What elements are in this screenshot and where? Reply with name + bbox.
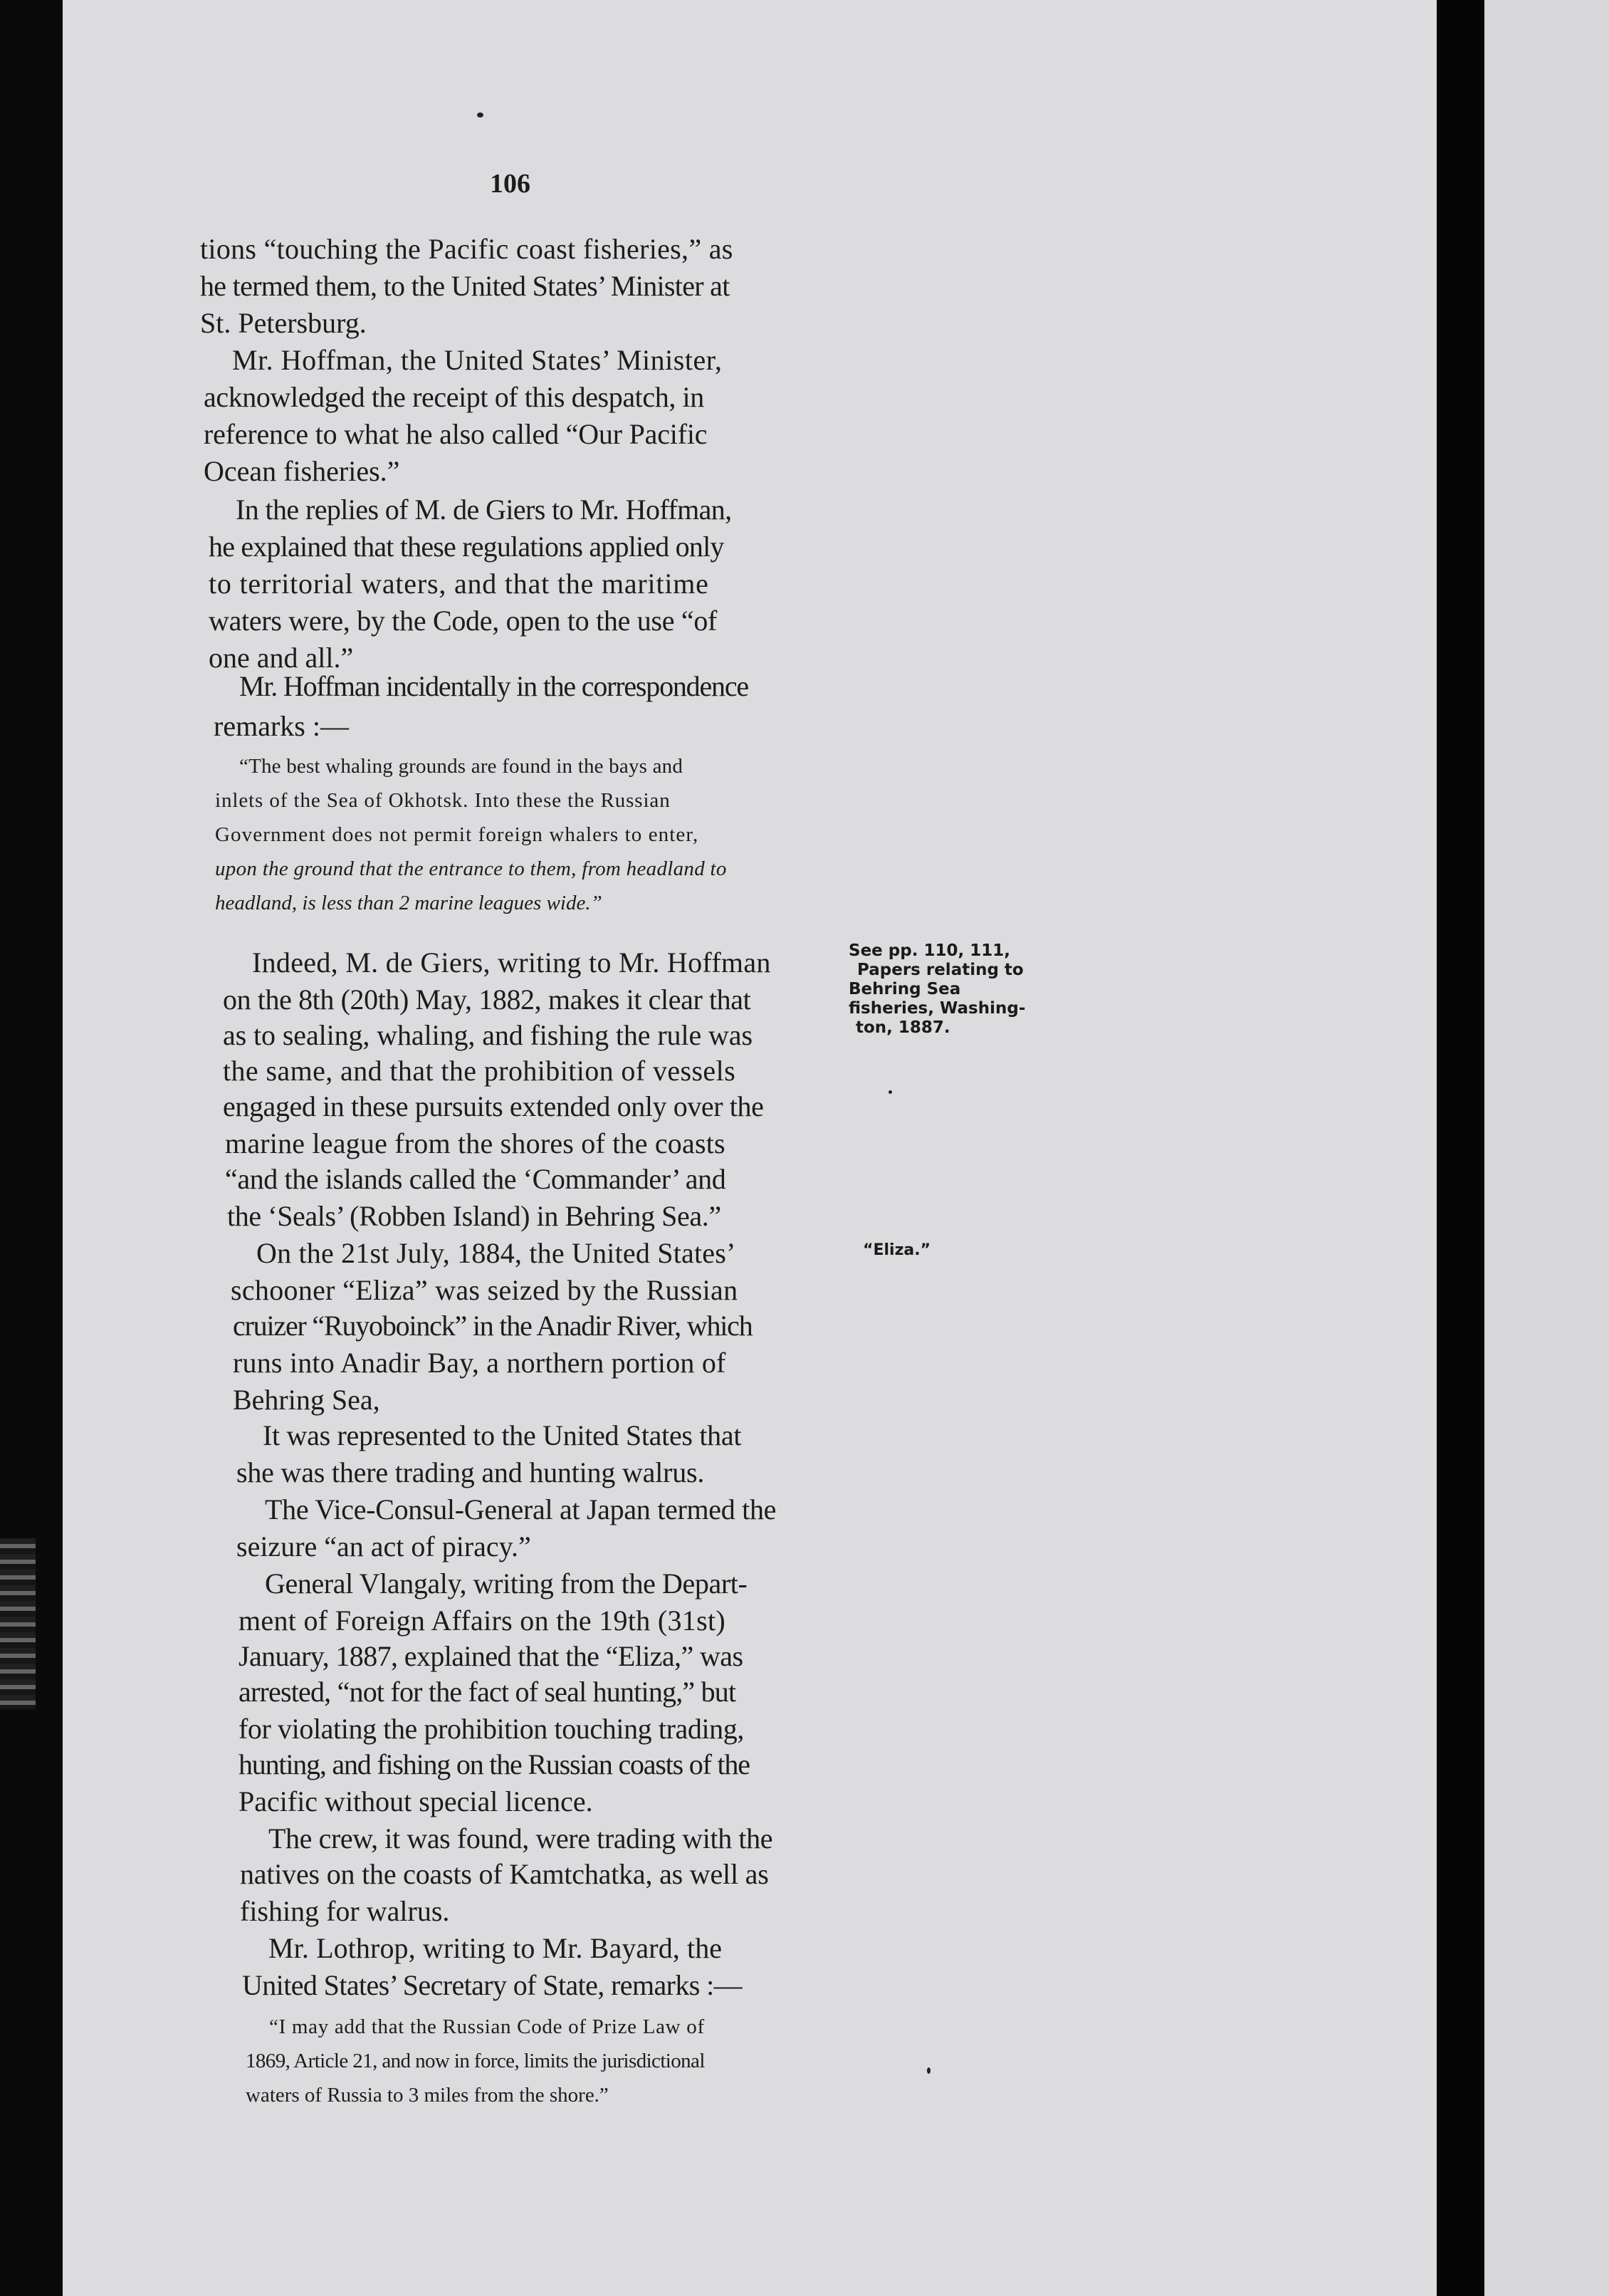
body-line: acknowledged the receipt of this despatch, in <box>204 381 704 413</box>
ink-speck <box>889 1090 892 1094</box>
facing-page-edge <box>1484 0 1609 2296</box>
margin-note-eliza: “Eliza.” <box>863 1241 931 1259</box>
quote-line: upon the ground that the entrance to them, from headland to <box>215 857 727 880</box>
margin-note-line: Behring Sea <box>849 980 961 998</box>
body-line: In the replies of M. de Giers to Mr. Hoffman, <box>236 494 732 526</box>
body-line: Pacific without special licence. <box>239 1785 593 1817</box>
body-line: tions “touching the Pacific coast fisheries,” as <box>200 233 733 265</box>
quote-line: “I may add that the Russian Code of Prize Law of <box>269 2015 705 2038</box>
body-line: natives on the coasts of Kamtchatka, as well as <box>240 1858 769 1890</box>
body-line: “and the islands called the ‘Commander’ and <box>225 1163 726 1195</box>
body-line: On the 21st July, 1884, the United States’ <box>256 1237 736 1269</box>
body-line: schooner “Eliza” was seized by the Russian <box>231 1274 738 1306</box>
body-line: Indeed, M. de Giers, writing to Mr. Hoffman <box>252 946 771 979</box>
body-line: cruizer “Ruyoboinck” in the Anadir River, which <box>233 1310 753 1342</box>
margin-note-line: See pp. 110, 111, <box>849 941 1010 960</box>
body-line: It was represented to the United States that <box>263 1419 742 1451</box>
body-line: arrested, “not for the fact of seal hunting,” but <box>239 1676 736 1708</box>
quote-line: inlets of the Sea of Okhotsk. Into these the Russian <box>215 789 671 812</box>
body-line: the same, and that the prohibition of vessels <box>223 1055 736 1087</box>
body-line: The Vice-Consul-General at Japan termed the <box>265 1493 777 1525</box>
ink-speck <box>927 2067 931 2074</box>
body-line: Ocean fisheries.” <box>204 455 400 487</box>
body-line: reference to what he also called “Our Pacific <box>204 418 708 450</box>
body-line: fishing for walrus. <box>240 1895 450 1927</box>
body-line: on the 8th (20th) May, 1882, makes it clear that <box>223 983 751 1016</box>
body-line: Mr. Lothrop, writing to Mr. Bayard, the <box>268 1932 723 1964</box>
body-line: Mr. Hoffman incidentally in the correspondence <box>239 670 748 702</box>
body-line: waters were, by the Code, open to the use “of <box>209 605 718 637</box>
body-line: he explained that these regulations applied only <box>209 531 724 563</box>
body-line: United States’ Secretary of State, remarks :— <box>242 1969 743 2001</box>
body-line: seizure “an act of piracy.” <box>236 1530 531 1562</box>
quote-line: headland, is less than 2 marine leagues wide.” <box>215 892 602 914</box>
book-spine-shadow <box>1437 0 1484 2296</box>
body-line: as to sealing, whaling, and fishing the rule was <box>223 1019 753 1051</box>
body-line: one and all.” <box>209 642 354 674</box>
body-line: the ‘Seals’ (Robben Island) in Behring Sea.” <box>227 1200 721 1232</box>
body-line: Behring Sea, <box>233 1384 380 1416</box>
body-line: hunting, and fishing on the Russian coasts of the <box>239 1748 750 1780</box>
body-line: engaged in these pursuits extended only over the <box>223 1090 764 1122</box>
body-line: Mr. Hoffman, the United States’ Minister, <box>232 344 723 376</box>
ink-speck <box>477 113 483 118</box>
body-line: The crew, it was found, were trading with the <box>268 1822 773 1854</box>
body-line: St. Petersburg. <box>200 307 367 339</box>
margin-note-line: fisheries, Washing- <box>849 999 1026 1018</box>
quote-line: 1869, Article 21, and now in force, limits the jurisdictional <box>246 2050 705 2072</box>
body-line: she was there trading and hunting walrus. <box>236 1456 705 1488</box>
body-line: to territorial waters, and that the maritime <box>209 568 709 600</box>
body-line: marine league from the shores of the coasts <box>225 1127 725 1159</box>
quote-line: waters of Russia to 3 miles from the shore.” <box>246 2084 609 2107</box>
body-line: remarks :— <box>214 710 349 742</box>
margin-note-line: ton, 1887. <box>856 1018 950 1037</box>
body-line: runs into Anadir Bay, a northern portion of <box>233 1347 726 1379</box>
page-number: 106 <box>490 169 530 199</box>
body-line: for violating the prohibition touching trading, <box>239 1713 744 1745</box>
body-line: General Vlangaly, writing from the Depart- <box>265 1567 748 1600</box>
body-line: January, 1887, explained that the “Eliza,” was <box>239 1640 743 1672</box>
quote-line: “The best whaling grounds are found in the bays and <box>239 755 683 778</box>
margin-note-line: Papers relating to <box>857 961 1024 979</box>
scan-edge-debris <box>0 1538 36 1709</box>
body-line: ment of Foreign Affairs on the 19th (31st) <box>239 1604 725 1637</box>
quote-line: Government does not permit foreign whalers to enter, <box>215 823 699 846</box>
body-line: he termed them, to the United States’ Minister at <box>200 270 730 302</box>
